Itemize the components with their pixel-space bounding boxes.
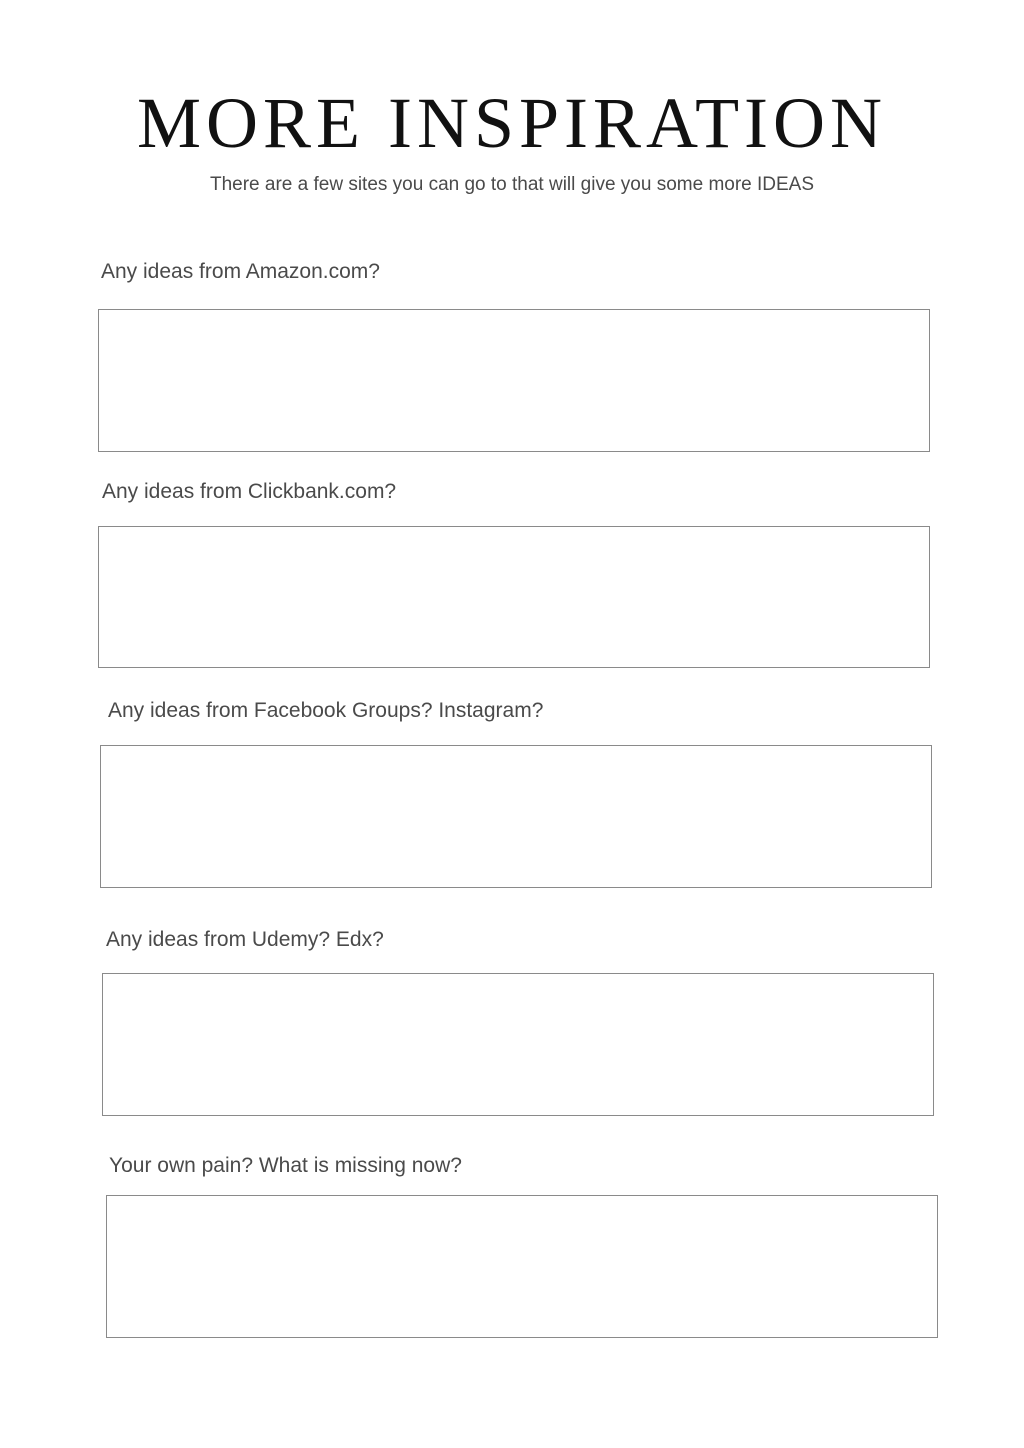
page-title: MORE INSPIRATION (136, 83, 888, 163)
answer-box-clickbank[interactable] (98, 526, 930, 668)
question-own-pain-label: Your own pain? What is missing now? (109, 1154, 462, 1177)
question-clickbank-label: Any ideas from Clickbank.com? (102, 480, 397, 503)
answer-box-amazon[interactable] (98, 309, 930, 452)
answer-box-udemy-edx[interactable] (102, 973, 934, 1116)
question-facebook-instagram-label: Any ideas from Facebook Groups? Instagram? (108, 699, 544, 722)
answer-box-own-pain[interactable] (106, 1195, 938, 1338)
question-amazon-label: Any ideas from Amazon.com? (101, 260, 380, 283)
question-udemy-edx-label: Any ideas from Udemy? Edx? (106, 928, 384, 951)
answer-box-facebook-instagram[interactable] (100, 745, 932, 888)
page-subtitle: There are a few sites you can go to that will give you some more IDEAS (209, 174, 815, 195)
